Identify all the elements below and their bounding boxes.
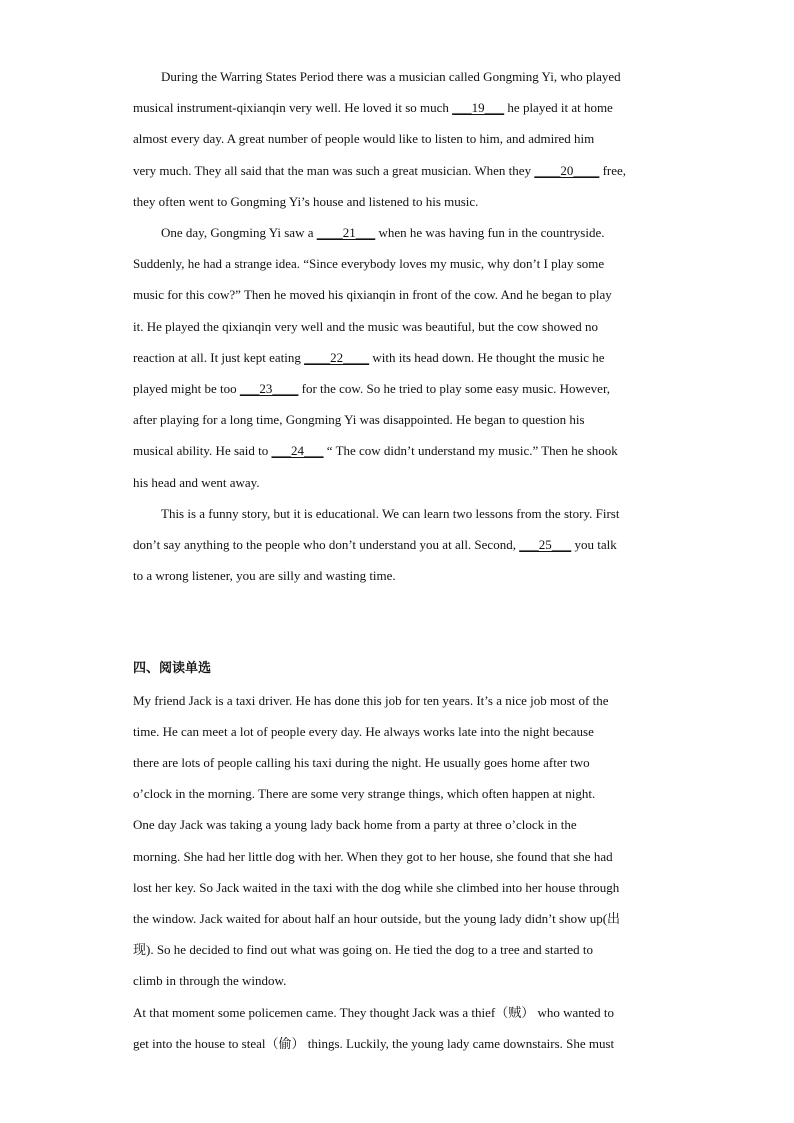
- text-line: During the Warring States Period there was a musician called Gongming Yi, who played: [161, 69, 621, 84]
- answer-blank-24[interactable]: ___24___: [271, 443, 324, 459]
- text-line: they often went to Gongming Yi’s house and listened to his music.: [133, 193, 479, 209]
- text-line: after playing for a long time, Gongming Yi was disappointed. He began to question his: [133, 412, 585, 428]
- text-line: almost every day. A great number of people would like to listen to him, and admired him: [133, 131, 595, 147]
- text-line: climb in through the window.: [133, 973, 287, 989]
- section4-paragraph-3: [133, 997, 660, 1059]
- text-line: musical instrument-qixianqin very well. He loved it so much ___19___ he played it at home: [133, 100, 613, 116]
- section-spacer: [133, 591, 660, 653]
- document-content: [133, 61, 660, 1059]
- passage1-paragraph-2: [133, 217, 660, 498]
- section4-paragraph-1: [133, 685, 660, 810]
- text-line: One day, Gongming Yi saw a ____21___ when he was having fun in the countryside.: [161, 225, 605, 241]
- answer-blank-19[interactable]: ___19___: [452, 100, 505, 116]
- text-line: Suddenly, he had a strange idea. “Since everybody loves my music, why don’t I play some: [133, 256, 605, 272]
- text-line: the window. Jack waited for about half an hour outside, but the young lady didn’t show up(出: [133, 911, 621, 927]
- text-line: music for this cow?” Then he moved his qixianqin in front of the cow. And he began to play: [133, 287, 612, 303]
- text-line: his head and went away.: [133, 474, 260, 490]
- answer-blank-23[interactable]: ___23____: [239, 381, 299, 397]
- section-title: 四、阅读单选: [133, 661, 212, 677]
- text-line: At that moment some policemen came. They thought Jack was a thief（贼） who wanted to: [133, 1004, 615, 1020]
- passage1-paragraph-3: [133, 498, 660, 592]
- text-line: musical ability. He said to ___24___ “ The cow didn’t understand my music.” Then he shook: [133, 443, 618, 459]
- section4-paragraph-2: [133, 809, 660, 996]
- text-line: don’t say anything to the people who don’t understand you at all. Second, ___25___ you talk: [133, 537, 617, 553]
- answer-blank-22[interactable]: ____22____: [304, 349, 370, 365]
- text-line: lost her key. So Jack waited in the taxi with the dog while she climbed into her house through: [133, 879, 620, 895]
- text-line: 现). So he decided to find out what was going on. He tied the dog to a tree and started to: [133, 942, 593, 958]
- text-line: One day Jack was taking a young lady back home from a party at three o’clock in the: [133, 817, 577, 833]
- text-line: played might be too ___23____ for the cow. So he tried to play some easy music. However,: [133, 381, 611, 397]
- answer-blank-20[interactable]: ____20____: [534, 162, 600, 178]
- text-line: morning. She had her little dog with her. When they got to her house, she found that she had: [133, 848, 613, 864]
- answer-blank-21[interactable]: ____21___: [316, 225, 376, 241]
- text-line: very much. They all said that the man was such a great musician. When they ____20____ free,: [133, 162, 627, 178]
- text-line: to a wrong listener, you are silly and wasting time.: [133, 568, 396, 584]
- answer-blank-25[interactable]: ___25___: [519, 537, 572, 553]
- text-line: This is a funny story, but it is educational. We can learn two lessons from the story. First: [161, 505, 620, 521]
- text-line: My friend Jack is a taxi driver. He has done this job for ten years. It’s a nice job most of the: [133, 692, 609, 708]
- text-line: o’clock in the morning. There are some very strange things, which often happen at night.: [133, 786, 596, 802]
- text-line: reaction at all. It just kept eating ____22____ with its head down. He thought the music he: [133, 349, 605, 365]
- passage1-paragraph-1: [133, 61, 660, 217]
- text-line: time. He can meet a lot of people every day. He always works late into the night because: [133, 723, 594, 739]
- text-line: get into the house to steal（偷） things. Luckily, the young lady came downstairs. She must: [133, 1035, 615, 1051]
- text-line: there are lots of people calling his taxi during the night. He usually goes home after two: [133, 755, 590, 771]
- text-line: it. He played the qixianqin very well and the music was beautiful, but the cow showed no: [133, 318, 598, 334]
